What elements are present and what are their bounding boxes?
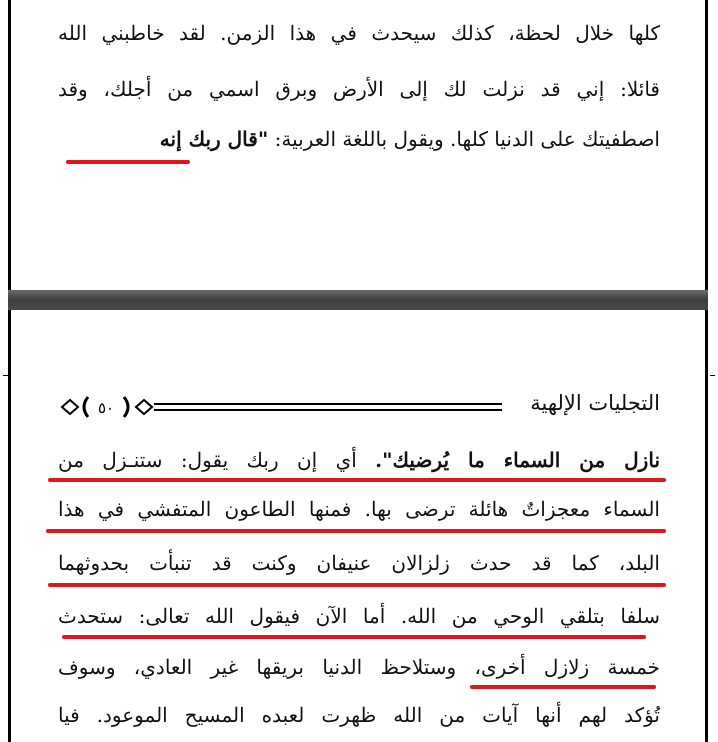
quote-bold: "قال ربك إنه	[159, 127, 269, 151]
red-underline	[62, 635, 646, 639]
header-ornament-icon	[58, 394, 502, 420]
text-line: كلها خلال لحظة، كذلك سيحدث في هذا الزمن. لقد خاطبني الله	[58, 21, 660, 45]
text-line: قائلا: إني قد نزلت لك إلى الأرض وبرق اسمي من أجلك، وقد	[58, 77, 660, 101]
text-span: أي إن ربك يقول: ستنـزل من	[58, 448, 376, 472]
text-line-with-quote	[160, 124, 660, 154]
crop-mark-left	[3, 375, 8, 376]
red-underline	[48, 583, 666, 587]
quote-bold: نازل من السماء ما يُرضيك".	[375, 448, 661, 472]
chapter-title: التجليات الإلهية	[530, 391, 660, 415]
text-line-with-bold	[58, 445, 660, 475]
text-line: السماء معجزاتٌ هائلة ترضى بها. فمنها الطاعون المتفشي في هذا	[58, 497, 660, 521]
red-underline	[46, 529, 666, 533]
red-underline	[470, 685, 656, 689]
text-line: سلفا بتلقي الوحي من الله. أما الآن فيقول الله تعالى: ستحدث	[58, 604, 660, 628]
page-separator	[8, 290, 708, 312]
text-span: اصطفيتك على الدنيا كلها. ويقول باللغة العربية:	[274, 127, 660, 151]
text-line: البلد، كما قد حدث زلزالان عنيفان وكنت قد تنبأت بحدوثهما	[58, 551, 660, 575]
text-line: خمسة زلازل أخرى، وستلاحظ الدنيا بريقها غير العادي، وسوف	[58, 655, 660, 679]
red-underline	[66, 160, 190, 164]
crop-mark-right	[710, 375, 715, 376]
text-line: تُؤكد لهم أنها آيات من الله ظهرت لعبده المسيح الموعود. فيا	[58, 703, 660, 727]
red-underline	[48, 478, 666, 482]
page-number: ٥٠	[97, 399, 115, 417]
